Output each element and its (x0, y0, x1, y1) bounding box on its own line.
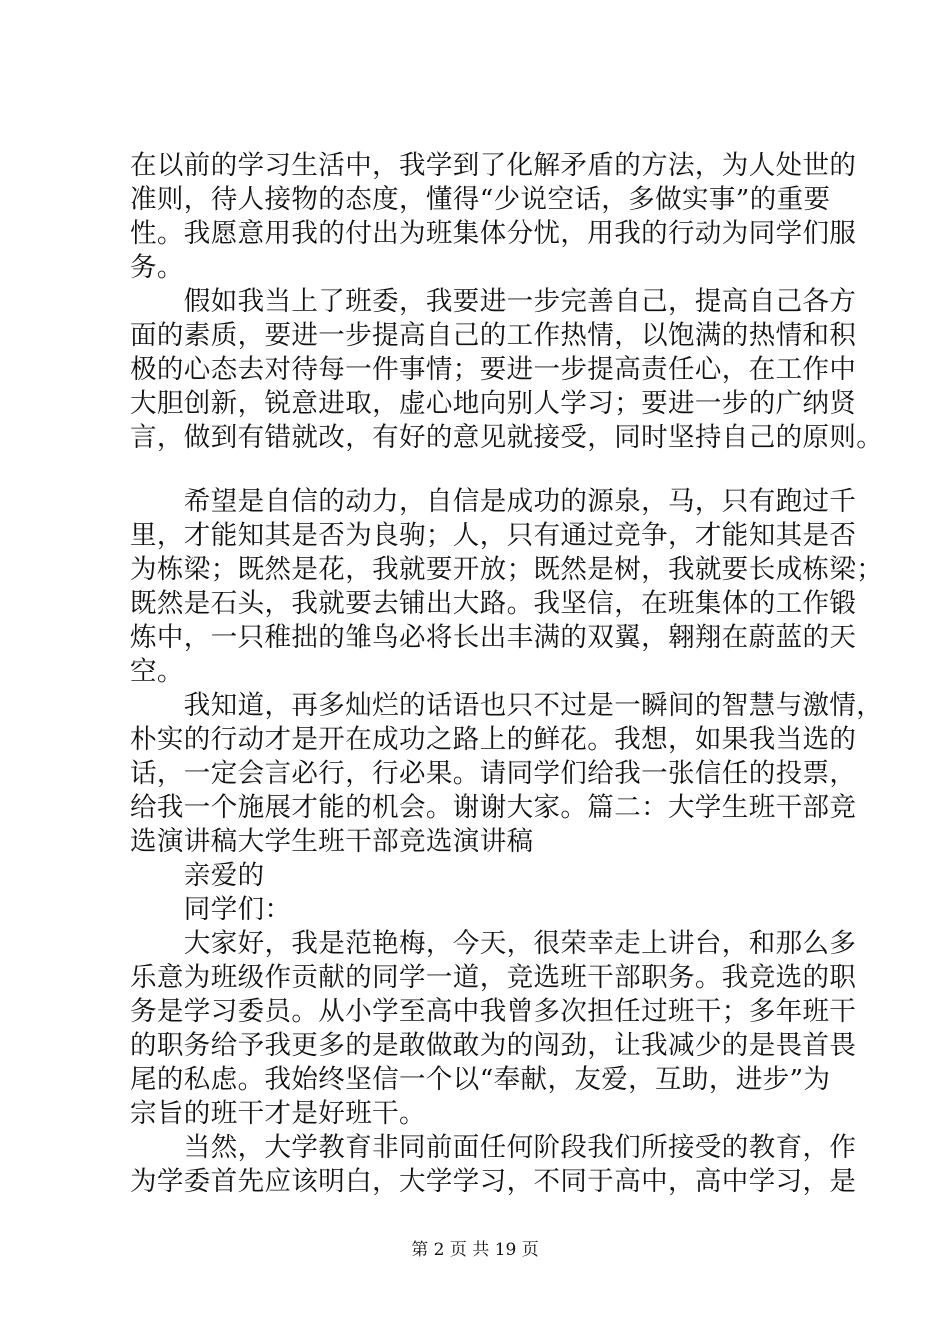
text-line: 亲爱的 (130, 860, 265, 891)
text-line: 炼中，一只稚拙的雏鸟必将长出丰满的双翼，翱翔在蔚蓝的天 (130, 622, 857, 653)
text-line: 朴实的行动才是开在成功之路上的鲜花。我想，如果我当选的 (130, 724, 857, 755)
text-line: 性。我愿意用我的付出为班集体分忧，用我的行动为同学们服 (130, 218, 857, 249)
text-line: 准则，待人接物的态度，懂得“少说空话，多做实事”的重要 (130, 184, 831, 215)
text-line: 既然是石头，我就要去铺出大路。我坚信，在班集体的工作锻 (130, 588, 857, 619)
text-line: 我知道，再多灿烂的话语也只不过是一瞬间的智慧与激情， (130, 690, 884, 721)
text-line: 假如我当上了班委，我要进一步完善自己，提高自己各方 (130, 286, 857, 317)
text-line: 务。 (130, 252, 184, 283)
text-line: 极的心态去对待每一件事情；要进一步提高责任心，在工作中 (130, 354, 857, 385)
text-line: 宗旨的班干才是好班干。 (130, 1098, 426, 1129)
text-line: 话，一定会言必行，行必果。请同学们给我一张信任的投票， (130, 758, 857, 789)
text-line: 为学委首先应该明白，大学学习，不同于高中，高中学习，是 (130, 1166, 857, 1197)
text-line: 里，才能知其是否为良驹；人，只有通过竞争，才能知其是否 (130, 520, 857, 551)
text-line: 大家好，我是范艳梅，今天，很荣幸走上讲台，和那么多 (130, 928, 857, 959)
text-line: 在以前的学习生活中，我学到了化解矛盾的方法，为人处世的 (130, 150, 857, 181)
text-line: 给我一个施展才能的机会。谢谢大家。篇二：大学生班干部竞 (130, 792, 857, 823)
text-line: 为栋梁；既然是花，我就要开放；既然是树，我就要长成栋梁； (130, 554, 884, 585)
text-line: 乐意为班级作贡献的同学一道，竞选班干部职务。我竞选的职 (130, 962, 857, 993)
text-line: 尾的私虑。我始终坚信一个以“奉献，友爱，互助，进步”为 (130, 1064, 831, 1095)
text-line: 希望是自信的动力，自信是成功的源泉，马，只有跑过千 (130, 486, 857, 517)
page-number-footer: 第 2 页 共 19 页 (411, 1240, 539, 1260)
text-line: 的职务给予我更多的是敢做敢为的闯劲，让我减少的是畏首畏 (130, 1030, 857, 1061)
text-line: 务是学习委员。从小学至高中我曾多次担任过班干；多年班干 (130, 996, 857, 1027)
text-line: 同学们： (130, 894, 292, 925)
text-line: 言，做到有错就改，有好的意见就接受，同时坚持自己的原则。 (130, 422, 884, 453)
text-line: 当然，大学教育非同前面任何阶段我们所接受的教育，作 (130, 1132, 857, 1163)
text-line: 空。 (130, 656, 184, 687)
text-line: 大胆创新，锐意进取，虚心地向别人学习；要进一步的广纳贤 (130, 388, 857, 419)
text-line: 选演讲稿大学生班干部竞选演讲稿 (130, 826, 534, 857)
text-line: 面的素质，要进一步提高自己的工作热情，以饱满的热情和积 (130, 320, 857, 351)
